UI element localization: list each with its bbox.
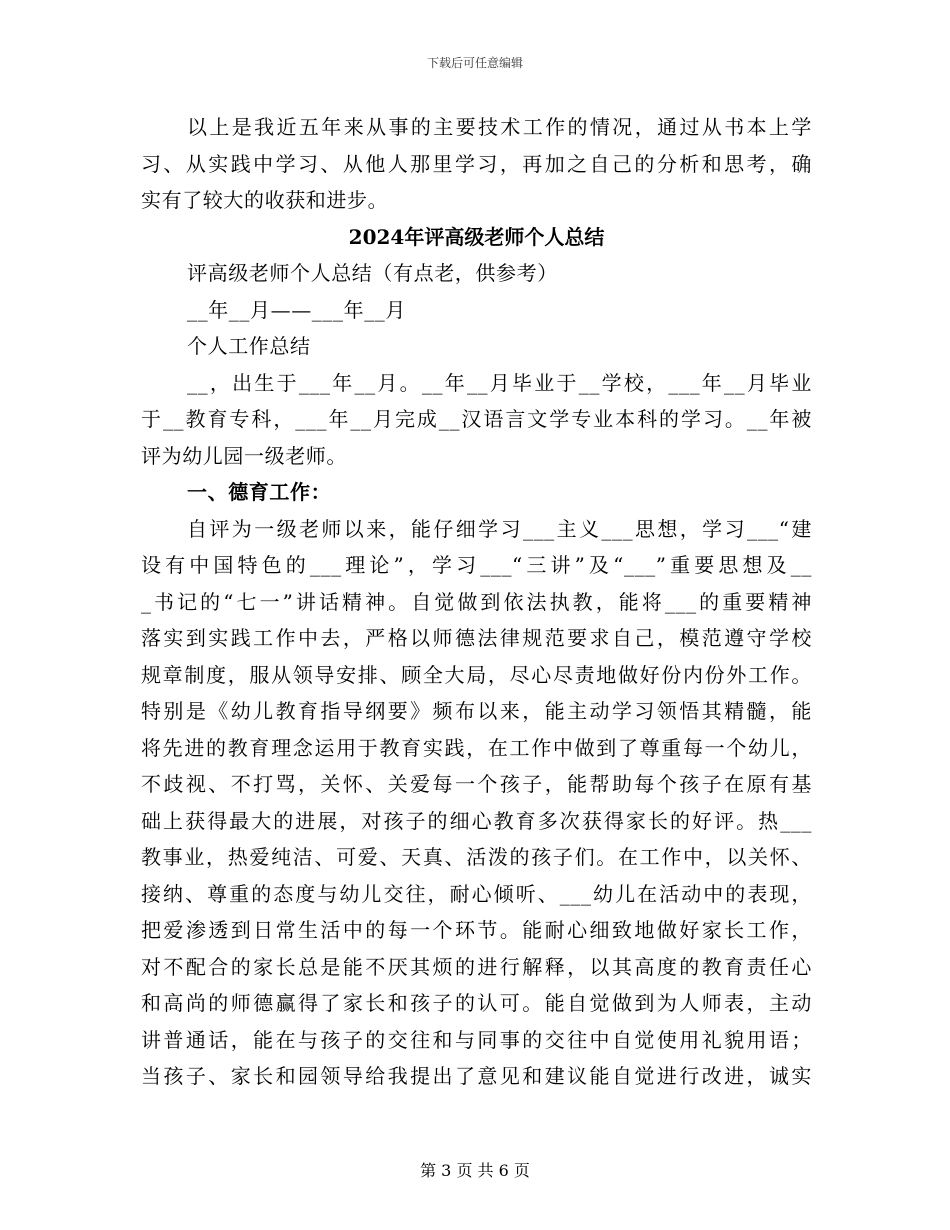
paragraph-line: 自评为一级老师以来，能仔细学习___主义___思想，学习___“建 bbox=[187, 516, 812, 541]
paragraph-line: 规章制度，服从领导安排、顾全大局，尽心尽责地做好份内份外工作。 bbox=[141, 662, 812, 687]
paragraph-line: 于__教育专科，___年__月完成__汉语言文学专业本科的学习。__年被 bbox=[141, 407, 812, 431]
paragraph-line: 和高尚的师德赢得了家长和孩子的认可。能自觉做到为人师表，主动 bbox=[141, 991, 812, 1015]
paragraph-line: 教事业，热爱纯洁、可爱、天真、活泼的孩子们。在工作中，以关怀、 bbox=[141, 845, 812, 869]
page-header: 下载后可任意编辑 bbox=[426, 56, 523, 70]
paragraph-line: 对不配合的家长总是能不厌其烦的进行解释，以其高度的教育责任心 bbox=[141, 954, 812, 979]
document-body bbox=[141, 109, 812, 1095]
document-title: 2024年评高级老师个人总结 bbox=[348, 224, 605, 249]
paragraph-line: 不歧视、不打骂，关怀、关爱每一个孩子，能帮助每个孩子在原有基 bbox=[141, 772, 812, 796]
paragraph-line: 实有了较大的收获和进步。 bbox=[141, 188, 389, 212]
paragraph-line: 设有中国特色的___理论”，学习___“三讲”及“___”重要思想及__ bbox=[141, 553, 812, 577]
paragraph-line: _书记的“七一”讲话精神。自觉做到依法执教，能将___的重要精神 bbox=[141, 589, 812, 614]
page-footer: 第 3 页 共 6 页 bbox=[420, 1161, 530, 1180]
paragraph-line: __，出生于___年__月。__年__月毕业于__学校，___年__月毕业 bbox=[187, 370, 812, 395]
paragraph-line: 特别是《幼儿教育指导纲要》频布以来，能主动学习领悟其精髓，能 bbox=[141, 699, 812, 723]
paragraph-line: 把爱渗透到日常生活中的每一个环节。能耐心细致地做好家长工作， bbox=[141, 918, 812, 942]
paragraph-line: 习、从实践中学习、从他人那里学习，再加之自己的分析和思考，确 bbox=[141, 151, 812, 176]
paragraph-line: 以上是我近五年来从事的主要技术工作的情况，通过从书本上学 bbox=[187, 115, 812, 139]
paragraph-line: 当孩子、家长和园领导给我提出了意见和建议能自觉进行改进，诚实 bbox=[141, 1064, 812, 1088]
paragraph-line: 础上获得最大的进展，对孩子的细心教育多次获得家长的好评。热___ bbox=[141, 808, 812, 833]
date-range-line: __年__月——___年__月 bbox=[187, 297, 406, 322]
section-heading: 一、德育工作： bbox=[187, 480, 332, 504]
paragraph-line: 讲普通话，能在与孩子的交往和与同事的交往中自觉使用礼貌用语； bbox=[141, 1027, 812, 1052]
paragraph-line: 落实到实践工作中去，严格以师德法律规范要求自己，模范遵守学校 bbox=[141, 626, 812, 650]
section-label: 个人工作总结 bbox=[187, 334, 311, 358]
subtitle-line: 评高级老师个人总结（有点老，供参考） bbox=[187, 261, 558, 285]
paragraph-line: 接纳、尊重的态度与幼儿交往，耐心倾听、___幼儿在活动中的表现， bbox=[141, 881, 812, 906]
paragraph-line: 评为幼儿园一级老师。 bbox=[141, 443, 347, 468]
paragraph-line: 将先进的教育理念运用于教育实践，在工作中做到了尊重每一个幼儿， bbox=[141, 735, 812, 760]
